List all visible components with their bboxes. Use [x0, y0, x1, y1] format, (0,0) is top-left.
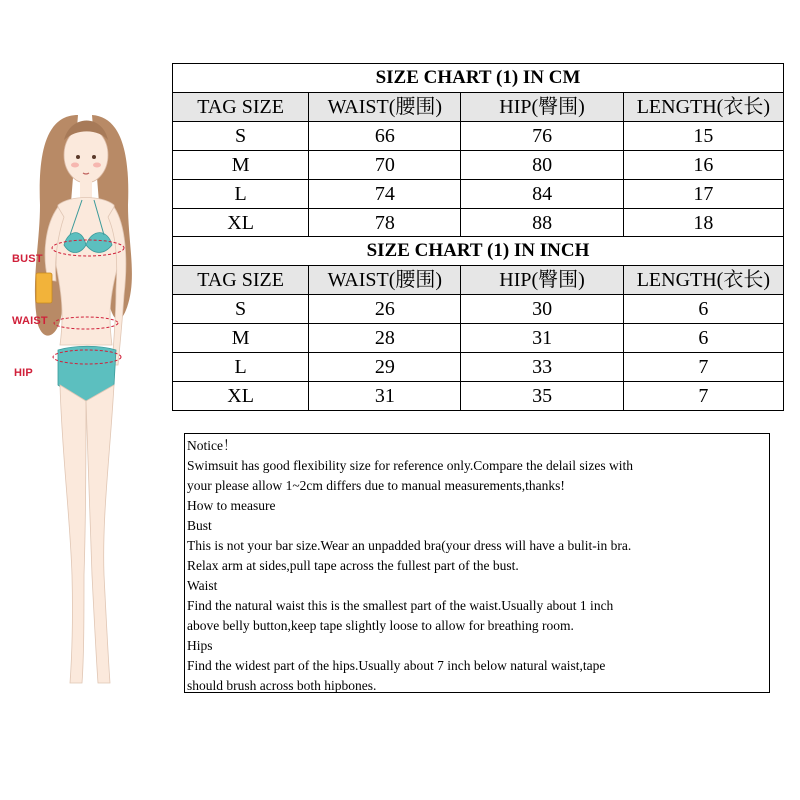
cell-hip: 31	[461, 324, 623, 353]
cell-size: M	[173, 324, 309, 353]
cell-length: 18	[623, 209, 783, 238]
table-row	[173, 180, 784, 209]
table-row	[173, 295, 784, 324]
cell-hip: 84	[461, 180, 623, 209]
notice-line: Relax arm at sides,pull tape across the fullest part of the bust.	[187, 558, 519, 573]
cell-waist: 74	[309, 180, 461, 209]
cell-size: XL	[173, 382, 309, 411]
cell-length: 6	[623, 324, 783, 353]
notice-line: your please allow 1~2cm differs due to manual measurements,thanks!	[187, 478, 565, 493]
measurement-notice-box	[184, 433, 770, 693]
waist-label: WAIST	[12, 315, 48, 327]
size-chart-inch	[172, 236, 784, 411]
header-waist: WAIST(腰围)	[309, 93, 461, 122]
notice-line: should brush across both hipbones.	[187, 678, 377, 693]
header-tag-size: TAG SIZE	[173, 93, 309, 122]
notice-line: above belly button,keep tape slightly loose to allow for breathing room.	[187, 618, 574, 633]
header-hip: HIP(臀围)	[461, 266, 623, 295]
header-length: LENGTH(衣长)	[623, 266, 783, 295]
cell-size: S	[173, 122, 309, 151]
size-chart-cm	[172, 63, 784, 238]
cell-length: 17	[623, 180, 783, 209]
notice-line: Find the natural waist this is the smallest part of the waist.Usually about 1 inch	[187, 598, 614, 613]
cell-waist: 28	[309, 324, 461, 353]
chart-title: SIZE CHART (1) IN INCH	[173, 237, 784, 266]
cell-waist: 29	[309, 353, 461, 382]
cell-waist: 78	[309, 209, 461, 238]
header-waist: WAIST(腰围)	[309, 266, 461, 295]
cell-length: 15	[623, 122, 783, 151]
table-row	[173, 382, 784, 411]
header-tag-size: TAG SIZE	[173, 266, 309, 295]
bust-heading: Bust	[187, 518, 212, 533]
cell-size: M	[173, 151, 309, 180]
how-to-measure-heading: How to measure	[187, 498, 276, 513]
cell-hip: 76	[461, 122, 623, 151]
table-row	[173, 353, 784, 382]
table-row	[173, 209, 784, 238]
notice-line: Find the widest part of the hips.Usually about 7 inch below natural waist,tape	[187, 658, 606, 673]
header-length: LENGTH(衣长)	[623, 93, 783, 122]
cell-length: 7	[623, 382, 783, 411]
cell-length: 7	[623, 353, 783, 382]
cell-waist: 70	[309, 151, 461, 180]
header-hip: HIP(臀围)	[461, 93, 623, 122]
cell-waist: 66	[309, 122, 461, 151]
cell-length: 16	[623, 151, 783, 180]
cell-hip: 35	[461, 382, 623, 411]
table-row	[173, 122, 784, 151]
cell-waist: 31	[309, 382, 461, 411]
cell-hip: 80	[461, 151, 623, 180]
cell-length: 6	[623, 295, 783, 324]
chart-title: SIZE CHART (1) IN CM	[173, 64, 784, 93]
hip-label: HIP	[14, 367, 33, 379]
table-row	[173, 324, 784, 353]
notice-heading: Notice！	[187, 438, 237, 453]
cell-hip: 33	[461, 353, 623, 382]
notice-line: Swimsuit has good flexibility size for reference only.Compare the delail sizes with	[187, 458, 634, 473]
cell-hip: 30	[461, 295, 623, 324]
table-row	[173, 151, 784, 180]
model-illustration	[0, 95, 175, 695]
cell-size: XL	[173, 209, 309, 238]
cell-size: L	[173, 180, 309, 209]
hips-heading: Hips	[187, 638, 213, 653]
waist-heading: Waist	[187, 578, 218, 593]
cell-waist: 26	[309, 295, 461, 324]
notice-line: This is not your bar size.Wear an unpadded bra(your dress will have a bulit-in bra.	[187, 538, 632, 553]
model-figure-drawing	[0, 95, 175, 695]
cell-size: L	[173, 353, 309, 382]
bust-label: BUST	[12, 253, 43, 265]
cell-size: S	[173, 295, 309, 324]
cell-hip: 88	[461, 209, 623, 238]
